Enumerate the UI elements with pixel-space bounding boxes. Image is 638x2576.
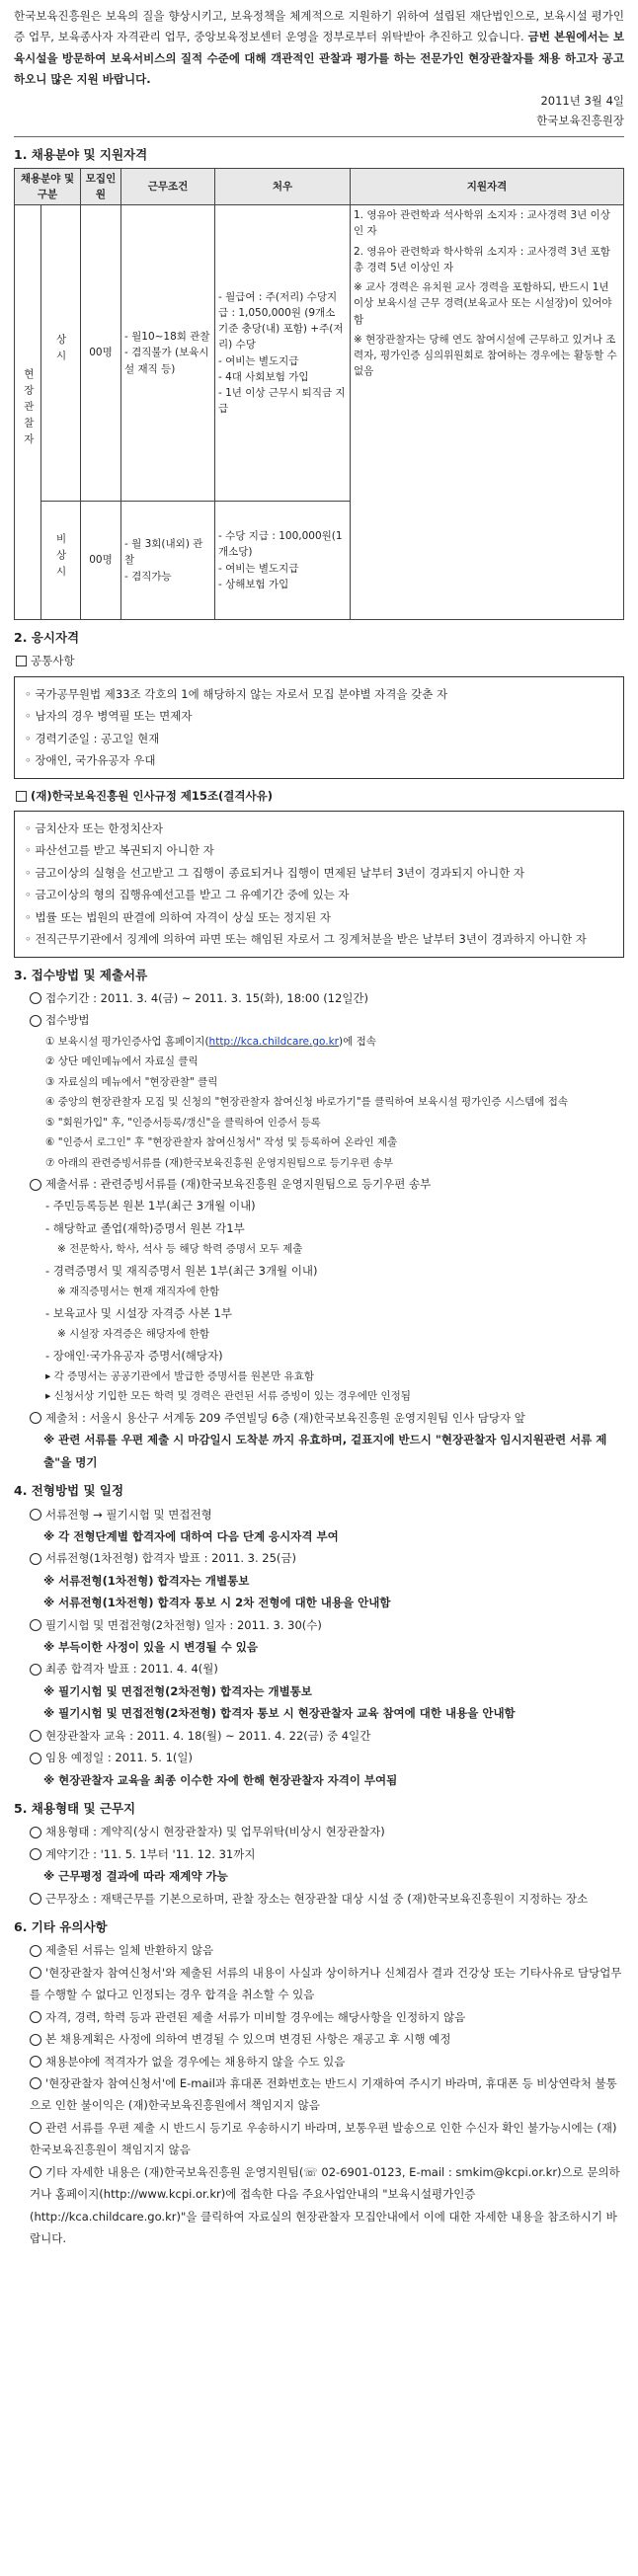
list-item: 현장관찰자 교육 : 2011. 4. 18(월) ~ 2011. 4. 22(금) 중 4일간 — [14, 1725, 624, 1747]
list-item: 본 채용계획은 사정에 의하여 변경될 수 있으며 변경된 사항은 재공고 후 시행 예정 — [14, 2028, 624, 2050]
circle-bullet-icon — [30, 2034, 41, 2046]
circle-bullet-icon — [30, 1753, 41, 1764]
list-item: 관련 서류를 우편 제출 시 반드시 등기로 우송하시기 바라며, 보통우편 발송으로 인한 수신자 확인 불가능시에는 (재)한국보육진흥원이 책임지지 않음 — [30, 2120, 617, 2157]
rule-item: ◦ 금치산자 또는 한정치산자 — [25, 818, 613, 839]
notice-date-block — [14, 92, 624, 130]
step-3: ③ 자료실의 메뉴에서 "현장관찰" 클릭 — [45, 1075, 218, 1088]
intro-text-1: 한국보육진흥원은 보육의 질을 향상시키고, 보육정책을 체계적으로 지원하기 위하여 설립된 재단법인으로, 보육시설 평가인증 업무, 보육종사자 자격관리 업무, 중앙보육정보센터 운영을 정부로부터 위탁받아 추진하고 있습니다. — [14, 9, 624, 44]
circle-bullet-icon — [30, 992, 41, 1004]
method-item: 접수방법 — [14, 1009, 624, 1031]
doc-item: - 해당학교 졸업(재학)증명서 원본 각1부 — [45, 1220, 245, 1235]
step-4: ④ 중앙의 현장관찰자 모집 및 신청의 "현장관찰자 참여신청 바로가기"를 클릭하여 보육시설 평가인증 시스템에 접속 — [45, 1096, 569, 1109]
period-item: 접수기간 : 2011. 3. 4(금) ~ 2011. 3. 15(화), 18:00 (12일간) — [14, 987, 624, 1009]
list-note: ※ 현장관찰자 교육을 최종 이수한 자에 한해 현장관찰자 자격이 부여됨 — [43, 1772, 398, 1787]
common-subtitle: 공통사항 — [16, 650, 624, 671]
rule-item: ◦ 법률 또는 법원의 판결에 의하여 자격이 상실 또는 정지된 자 — [25, 906, 613, 928]
square-bullet-icon — [16, 656, 27, 666]
list-item: 채용형태 : 계약직(상시 현장관찰자) 및 업무위탁(비상시 현장관찰자) — [14, 1821, 624, 1842]
list-item: 채용분야에 적격자가 없을 경우에는 채용하지 않을 수도 있음 — [14, 2051, 624, 2072]
common-item: ◦ 경력기준일 : 공고일 현재 — [25, 728, 613, 749]
list-item: 자격, 경력, 학력 등과 관련된 제출 서류가 미비할 경우에는 해당사항을 인정하지 않음 — [14, 2006, 624, 2028]
doc-item: - 보육교사 및 시설장 자격증 사본 1부 — [45, 1305, 232, 1320]
field-vertical-label: 현장관찰자 — [15, 205, 41, 620]
doc-item: - 경력증명서 및 재직증명서 원본 1부(최근 3개월 이내) — [45, 1263, 318, 1278]
circle-bullet-icon — [30, 1827, 41, 1838]
list-note: ※ 필기시험 및 면접전형(2차전형) 합격자는 개별통보 — [43, 1683, 312, 1698]
list-note: ※ 필기시험 및 면접전형(2차전형) 합격자 통보 시 현장관찰자 교육 참여에 대한 내용을 안내함 — [43, 1706, 516, 1721]
section-4-title: 4. 전형방법 및 일정 — [14, 1483, 124, 1499]
list-note: ※ 서류전형(1차전형) 합격자 통보 시 2차 전형에 대한 내용을 안내함 — [43, 1596, 391, 1610]
list-item: 최종 합격자 발표 : 2011. 4. 4(월) — [14, 1658, 624, 1679]
list-item: 필기시험 및 면접전형(2차전형) 일자 : 2011. 3. 30(수) — [14, 1614, 624, 1636]
list-item: 근무장소 : 재택근무를 기본으로하며, 관찰 장소는 현장관찰 대상 시설 중 (재)한국보육진흥원이 지정하는 장소 — [14, 1888, 624, 1910]
step-2: ② 상단 메인메뉴에서 자료실 클릭 — [45, 1055, 199, 1068]
circle-bullet-icon — [30, 1412, 41, 1424]
circle-bullet-icon — [30, 1730, 41, 1742]
circle-bullet-icon — [30, 1664, 41, 1676]
recruit-table — [14, 168, 624, 621]
th-field: 채용분야 및 구분 — [15, 168, 81, 205]
circle-bullet-icon — [30, 2056, 41, 2068]
doc-note: ▸ 각 증명서는 공공기관에서 발급한 증명서를 원본만 유효함 — [45, 1369, 315, 1382]
count-regular: 00명 — [81, 205, 121, 502]
circle-bullet-icon — [30, 1848, 41, 1860]
circle-bullet-icon — [30, 1893, 41, 1905]
section-2-title: 2. 응시자격 — [14, 630, 80, 646]
rule-item: ◦ 파산선고를 받고 복권되지 아니한 자 — [25, 839, 613, 861]
pay-regular: - 월급여 : 주(저리) 수당지급 : 1,050,000원 (9개소 기준 충당(내) 포함) +주(저리) 수당 - 여비는 별도지급 - 4대 사회보험 가입 - 1년 이상 근무시 퇴직금 지급 — [215, 205, 351, 502]
pay-irregular: - 수당 지급 : 100,000원(1개소당) - 여비는 별도지급 - 상해보험 가입 — [215, 502, 351, 620]
circle-bullet-icon — [30, 2166, 41, 2178]
common-item: ◦ 장애인, 국가유공자 우대 — [25, 749, 613, 771]
doc-item: - 장애인·국가유공자 증명서(해당자) — [45, 1348, 223, 1363]
circle-bullet-icon — [30, 1015, 41, 1027]
list-item: 기타 자세한 내용은 (재)한국보육진흥원 운영지원팀(☏ 02-6901-0123, E-mail : smkim@kcpi.or.kr)으로 문의하거나 홈페이지(http://www.kcpi.or.kr)에 접속한 다음 주요사업안내의 "보육시설평가인증(http://kca.childcare.go.kr)"을 클릭하여 자료실의 현장관찰자 모집안내에서 이에 대한 자세한 내용을 참조하시기 바랍니다. — [30, 2164, 620, 2245]
square-bullet-icon — [16, 791, 27, 802]
cond-irregular: - 월 3회(내외) 관찰 - 겸직가능 — [121, 502, 215, 620]
doc-note: ※ 재직증명서는 현재 재직자에 한함 — [57, 1286, 220, 1298]
th-count: 모집인원 — [81, 168, 121, 205]
doc-note: ▸ 신청서상 기입한 모든 학력 및 경력은 관련된 서류 증빙이 있는 경우에만 인정됨 — [45, 1390, 411, 1403]
list-item: '현장관찰자 참여신청서'에 E-mail과 휴대폰 전화번호는 반드시 기재하여 주시기 바라며, 휴대폰 등 비상연락처 불통으로 인한 불이익은 (재)한국보육진흥원에서 책임지지 않음 — [30, 2075, 617, 2113]
circle-bullet-icon — [30, 2122, 41, 2134]
common-item: ◦ 남자의 경우 병역필 또는 면제자 — [25, 705, 613, 727]
circle-bullet-icon — [30, 2011, 41, 2023]
doc-note: ※ 전문학사, 학사, 석사 등 해당 학력 증명서 모두 제출 — [57, 1243, 303, 1256]
rule-subtitle: (재)한국보육진흥원 인사규정 제15조(결격사유) — [16, 785, 624, 807]
cond-regular: - 월10~18회 관찰 - 겸직불가 (보육시설 재직 등) — [121, 205, 215, 502]
circle-bullet-icon — [30, 1945, 41, 1957]
qualification-cell: 1. 영유아 관련학과 석사학위 소지자 : 교사경력 3년 이상인 자 2. 영유아 관련학과 학사학위 소지자 : 교사경력 3년 포함 총 경력 5년 이상인 자 ※ 교사 경력은 유치원 교사 경력을 포함하되, 반드시 1년 이상 보육시설 근무 경력(보육교사 또는 시설장)이 있어야 함 ※ 현장관찰자는 당해 연도 참여시설에 근무하고 있거나 조력자, 평가인증 심의위원회로 참여하는 경우에는 활동할 수 없음 — [351, 205, 624, 620]
circle-bullet-icon — [30, 1967, 41, 1979]
rule-item: ◦ 금고이상의 실형을 선고받고 그 집행이 종료되거나 집행이 면제된 날부터 3년이 경과되지 아니한 자 — [25, 862, 613, 884]
list-item: 제출된 서류는 일체 반환하지 않음 — [14, 1939, 624, 1961]
section-1-title: 1. 채용분야 및 지원자격 — [14, 147, 148, 163]
step-7: ⑦ 아래의 관련증빙서류를 (재)한국보육진흥원 운영지원팀으로 등기우편 송부 — [45, 1156, 394, 1169]
list-item: 임용 예정일 : 2011. 5. 1(일) — [14, 1747, 624, 1768]
th-cond: 근무조건 — [121, 168, 215, 205]
employment-list — [14, 1821, 624, 1910]
step-5: ⑤ "회원가입" 후, "인증서등록/갱신"을 클릭하여 인증서 등록 — [45, 1116, 321, 1129]
common-item: ◦ 국가공무원법 제33조 각호의 1에 해당하지 않는 자로서 모집 분야별 자격을 갖춘 자 — [25, 683, 613, 705]
address-item: 제출처 : 서울시 용산구 서계동 209 주연빌딩 6층 (재)한국보육진흥원 운영지원팀 인사 담당자 앞 — [14, 1407, 624, 1429]
section-6-title: 6. 기타 유의사항 — [14, 1919, 108, 1935]
circle-bullet-icon — [30, 2077, 41, 2089]
list-item: 서류전형(1차전형) 합격자 발표 : 2011. 3. 25(금) — [14, 1547, 624, 1569]
th-qual: 지원자격 — [351, 168, 624, 205]
rule-item: ◦ 금고이상의 형의 집행유예선고를 받고 그 유예기간 중에 있는 자 — [25, 884, 613, 905]
notice-date: 2011년 3월 4일 — [540, 94, 624, 109]
rule-box — [14, 811, 624, 958]
list-note: ※ 부득이한 사정이 있을 시 변경될 수 있음 — [43, 1640, 258, 1655]
section-5-title: 5. 채용형태 및 근무지 — [14, 1801, 136, 1816]
divider — [14, 136, 624, 137]
count-irregular: 00명 — [81, 502, 121, 620]
type-irregular: 비상시 — [40, 502, 80, 620]
docs-title: 제출서류 : 관련증빙서류를 (재)한국보육진흥원 운영지원팀으로 등기우편 송부 — [14, 1173, 624, 1195]
mail-note: ※ 관련 서류를 우편 제출 시 마감일시 도착분 까지 유효하며, 겉표지에 반드시 "현장관찰자 임시지원관련 서류 제출"을 명기 — [43, 1433, 607, 1469]
list-item: 서류전형 → 필기시험 및 면접전형 — [14, 1504, 624, 1525]
circle-bullet-icon — [30, 1619, 41, 1631]
step-1: ① 보육시설 평가인증사업 홈페이지(http://kca.childcare.go.kr)에 접속 — [45, 1035, 376, 1048]
doc-item: - 주민등록등본 원본 1부(최근 3개월 이내) — [45, 1199, 256, 1213]
circle-bullet-icon — [30, 1553, 41, 1565]
common-box — [14, 676, 624, 779]
list-item: 계약기간 : '11. 5. 1부터 '11. 12. 31까지 — [14, 1843, 624, 1865]
childcare-link[interactable]: http://kca.childcare.go.kr — [208, 1035, 339, 1048]
notice-org: 한국보육진흥원장 — [536, 113, 624, 127]
rule-item: ◦ 전직근무기관에서 징계에 의하여 파면 또는 해임된 자로서 그 징계처분을 받은 날부터 3년이 경과하지 아니한 자 — [25, 928, 613, 950]
section-3-title: 3. 접수방법 및 제출서류 — [14, 967, 148, 982]
list-note: ※ 각 전형단계별 합격자에 대하여 다음 단계 응시자격 부여 — [43, 1528, 339, 1543]
list-note: ※ 서류전형(1차전형) 합격자는 개별통보 — [43, 1573, 250, 1588]
circle-bullet-icon — [30, 1509, 41, 1521]
circle-bullet-icon — [30, 1179, 41, 1191]
notes-list — [14, 1939, 624, 2249]
doc-note: ※ 시설장 자격증은 해당자에 한함 — [57, 1328, 210, 1341]
list-note: ※ 근무평정 결과에 따라 재계약 가능 — [43, 1869, 228, 1884]
list-item: '현장관찰자 참여신청서'와 제출된 서류의 내용이 사실과 상이하거나 신체검사 결과 건강상 또는 기타사유로 담당업무를 수행할 수 없다고 인정되는 경우 합격을 취소할 수 있음 — [30, 1965, 622, 2002]
intro-paragraph — [14, 6, 624, 90]
schedule-list — [14, 1504, 624, 1791]
step-6: ⑥ "인증서 로그인" 후 "현장관찰자 참여신청서" 작성 및 등록하여 온라인 제출 — [45, 1136, 398, 1149]
th-pay: 처우 — [215, 168, 351, 205]
type-regular: 상시 — [40, 205, 80, 502]
intro-text-2: 금번 본원에서는 보육시설을 방문하여 보육서비스의 질적 수준에 대해 객관적인 관찰과 평가를 하는 전문가인 현장관찰자를 채용 하고자 공고하오니 많은 지원 바랍니다. — [14, 30, 624, 86]
